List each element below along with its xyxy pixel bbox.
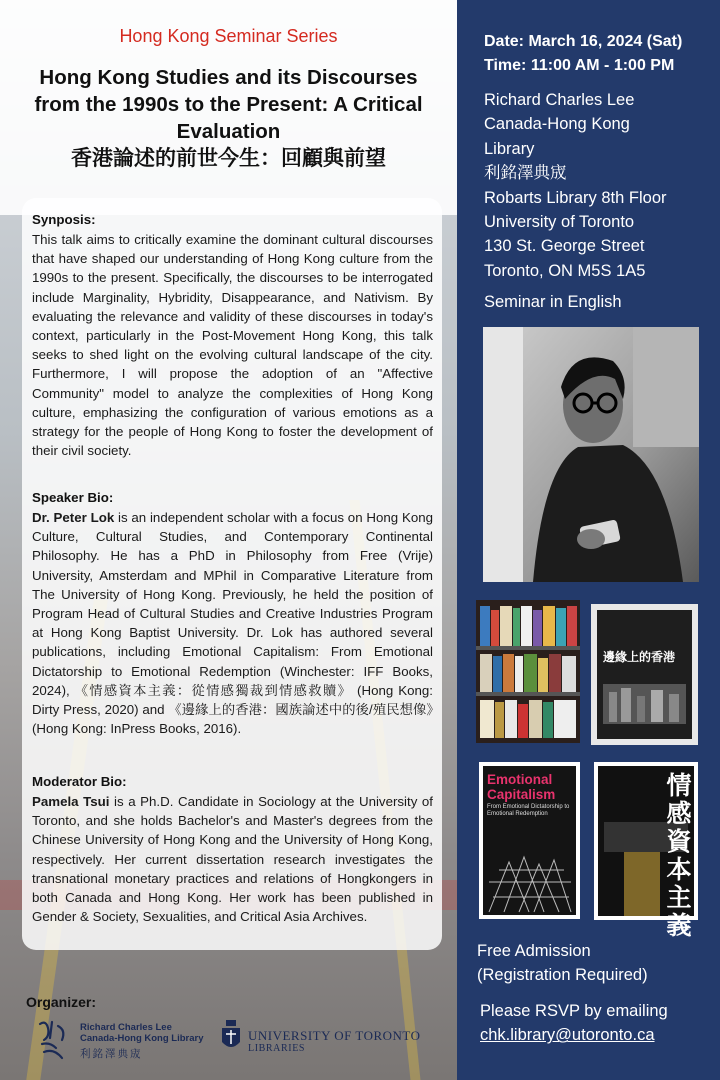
- rcl-library-logo: [34, 1018, 209, 1062]
- uoft-logo-libraries: LIBRARIES: [248, 1043, 306, 1054]
- organizer-heading: Organizer:: [26, 994, 97, 1010]
- book-cover-image: [591, 604, 698, 745]
- venue-line: Toronto, ON M5S 1A5: [484, 261, 646, 280]
- moderator-bio: [32, 792, 433, 926]
- moderator-name: Pamela Tsui: [32, 794, 110, 809]
- synopsis-heading: Synposis:: [32, 212, 96, 227]
- speaker-bio: [32, 508, 433, 738]
- speaker-photo: [483, 327, 699, 582]
- registration-line: (Registration Required): [477, 966, 648, 985]
- rsvp-email-link[interactable]: chk.library@utoronto.ca: [480, 1026, 655, 1045]
- rcl-logo-subtitle: Canada-Hong Kong Library: [80, 1033, 204, 1044]
- moderator-bio-text: is a Ph.D. Candidate in Sociology at the University of Toronto, and she holds Bachelor's and Master's degrees from the Chinese University of Hong Kong and the University of Hong Kong, respectively. Her current dissertation research investigates the transnational monetary practices and relations of Hongkongers in both Canada and Hong Kong. Her work has been published in Gender & Society, Sexualities, and Critical Asia Archives.: [32, 794, 433, 925]
- uoft-logo-name: UNIVERSITY OF TORONTO: [248, 1028, 421, 1043]
- book-cover-ec-title-line2: Capitalism: [487, 787, 556, 802]
- bookshelf-image: [476, 600, 580, 743]
- book-cover-ec-title: [487, 772, 555, 802]
- synopsis-text: This talk aims to critically examine the dominant cultural discourses that have shaped our understanding of Hong Kong culture from the 1990s to the present. Specifically, the discourses to be interrogated include Marginality, Hybridity, Disappearance, and Nativism. By evaluating the relevance and validity of these discourses in today's context, particularly in the Post-Movement Hong Kong, this talk seeks to shed light on the evolving cultural landscape of the city. Furthermore, I will propose the adoption of an "Affective Community" model to analyze the complexities of Hong Kong culture, emphasizing the configuration of various emotions as a strategy for the people of Hong Kong to foster the development of their civil society.: [32, 232, 433, 459]
- series-label: Hong Kong Seminar Series: [119, 26, 338, 46]
- right-panel: [457, 0, 720, 1080]
- title-english: Hong Kong Studies and its Discourses from the 1990s to the Present: A Critical Evaluation: [34, 66, 423, 143]
- admission-line: Free Admission: [477, 942, 591, 960]
- speaker-photo-image: [483, 327, 699, 582]
- event-date: Date: March 16, 2024 (Sat): [484, 33, 683, 50]
- venue-line: University of Toronto: [484, 213, 635, 232]
- book-cover-hk-margins: [591, 604, 698, 745]
- uoft-crest-icon: [220, 1018, 242, 1054]
- title-chinese: 香港論述的前世今生：回顧與前望: [71, 147, 386, 170]
- venue-line: 130 St. George Street: [484, 237, 645, 256]
- speaker-bio-text: is an independent scholar with a focus on Hong Kong Culture, Cultural Studies, and Contemporary Continental Philosophy. He has a PhD in Philosophy from Free (Vrije) University, Amsterdam and MPhil in Comparative Literature from The University of Hong Kong. Previously, he held the position of Program Head of Cultural Studies and Creative Industries Program at Hong Kong Baptist University. Dr. Lok has authored several publications, including Emotional Capitalism: From Emotional Dictatorship to Emotional Redemption (Winchester: IFF Books, 2024), 《情感資本主義：從情感獨裁到情感救贖》 (Hong Kong: Dirty Press, 2020) and 《邊緣上的香港：國族論述中的後/殖民想像》(Hong Kong: InPress Books, 2016).: [32, 510, 434, 737]
- venue-line: 利銘澤典宬: [484, 164, 567, 183]
- speaker-name: Dr. Peter Lok: [32, 510, 115, 525]
- event-venue: [484, 88, 714, 283]
- admission-info: [477, 939, 648, 988]
- rcl-logo-name: Richard Charles Lee: [80, 1022, 172, 1033]
- rsvp-line: Please RSVP by emailing: [480, 1002, 668, 1020]
- book-cover-hk-title: 邊緣上的香港: [603, 650, 676, 664]
- book-cover-ec-subtitle: From Emotional Dictatorship to Emotional Redemption: [487, 804, 570, 817]
- rcl-logo-chinese: 利銘澤典宬: [80, 1048, 143, 1060]
- event-datetime: [484, 30, 682, 78]
- venue-line: Richard Charles Lee: [484, 91, 635, 109]
- speaker-heading: Speaker Bio:: [32, 490, 114, 505]
- moderator-heading: Moderator Bio:: [32, 774, 127, 789]
- seminar-title: [20, 64, 437, 172]
- book-cover-zh-title: 情感資本主義: [666, 772, 692, 940]
- seminar-language: Seminar in English: [484, 293, 622, 311]
- rsvp-info: [480, 999, 668, 1048]
- calligraphy-logo-icon: [34, 1018, 74, 1062]
- venue-line: Canada-Hong Kong: [484, 115, 630, 134]
- uoft-libraries-logo: [220, 1018, 430, 1062]
- venue-line: Library: [484, 139, 535, 158]
- event-time: Time: 11:00 AM - 1:00 PM: [484, 57, 675, 74]
- book-cover-ec-title-line1: Emotional: [487, 772, 553, 787]
- bookshelf-photo: [476, 600, 580, 743]
- venue-line: Robarts Library 8th Floor: [484, 188, 667, 207]
